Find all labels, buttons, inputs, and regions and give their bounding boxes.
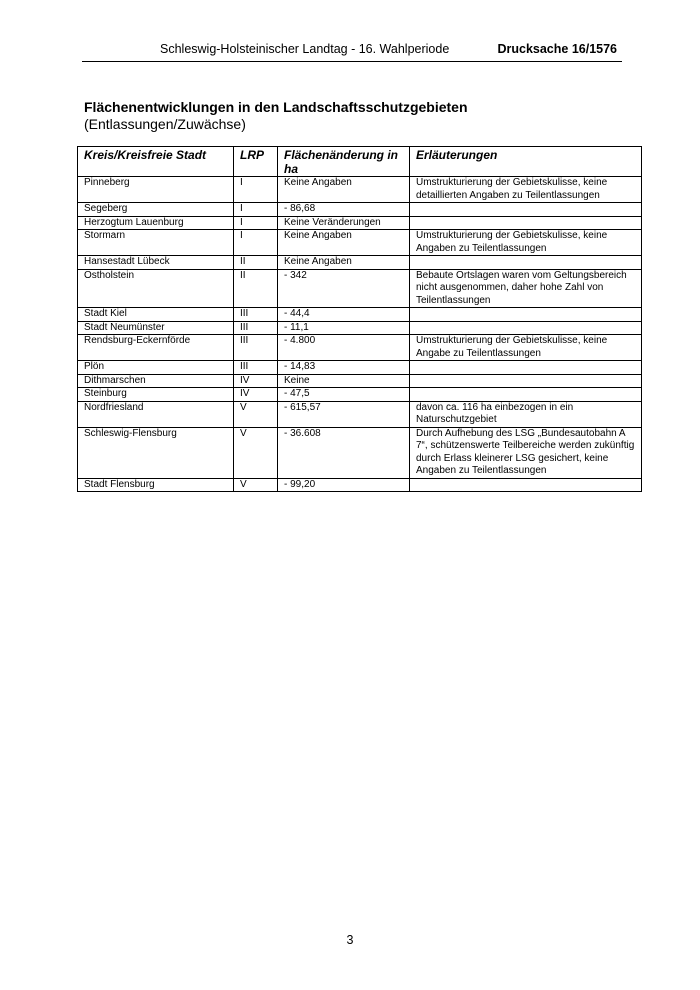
cell-kreis: Stadt Kiel (78, 308, 234, 322)
cell-lrp: IV (234, 388, 278, 402)
landscape-protection-table (77, 146, 642, 492)
cell-flaeche: - 11,1 (278, 321, 410, 335)
cell-flaeche: - 4.800 (278, 335, 410, 361)
cell-flaeche: Keine Veränderungen (278, 216, 410, 230)
table-row (78, 256, 642, 270)
cell-kreis: Nordfriesland (78, 401, 234, 427)
table-row (78, 321, 642, 335)
cell-erl: Bebaute Ortslagen waren vom Geltungsbereich nicht ausgenommen, daher hohe Zahl von Teilentlassungen (410, 269, 642, 308)
cell-erl: Umstrukturierung der Gebietskulisse, keine Angaben zu Teilentlassungen (410, 230, 642, 256)
table-row (78, 388, 642, 402)
cell-kreis: Rendsburg-Eckernförde (78, 335, 234, 361)
cell-kreis: Stadt Flensburg (78, 478, 234, 492)
cell-lrp: V (234, 427, 278, 478)
cell-kreis: Herzogtum Lauenburg (78, 216, 234, 230)
cell-kreis: Dithmarschen (78, 374, 234, 388)
cell-erl (410, 256, 642, 270)
table-row (78, 401, 642, 427)
cell-kreis: Pinneberg (78, 177, 234, 203)
page-number: 3 (346, 933, 354, 947)
column-header-lrp: LRP (234, 147, 278, 177)
cell-lrp: III (234, 361, 278, 375)
cell-erl (410, 478, 642, 492)
cell-lrp: IV (234, 374, 278, 388)
cell-lrp: III (234, 308, 278, 322)
cell-lrp: I (234, 216, 278, 230)
cell-lrp: I (234, 230, 278, 256)
cell-erl (410, 361, 642, 375)
cell-kreis: Stormarn (78, 230, 234, 256)
cell-kreis: Stadt Neumünster (78, 321, 234, 335)
cell-flaeche: Keine Angaben (278, 230, 410, 256)
cell-erl: davon ca. 116 ha einbezogen in ein Naturschutzgebiet (410, 401, 642, 427)
cell-erl: Umstrukturierung der Gebietskulisse, keine Angabe zu Teilentlassungen (410, 335, 642, 361)
page-header (82, 41, 622, 62)
cell-flaeche: Keine (278, 374, 410, 388)
cell-flaeche: - 615,57 (278, 401, 410, 427)
table-row (78, 230, 642, 256)
header-document-number: Drucksache 16/1576 (497, 42, 617, 56)
cell-flaeche: - 86,68 (278, 203, 410, 217)
cell-lrp: V (234, 401, 278, 427)
column-header-flaeche: Flächenänderung in ha (278, 147, 410, 177)
cell-flaeche: - 99,20 (278, 478, 410, 492)
cell-erl: Umstrukturierung der Gebietskulisse, keine detaillierten Angaben zu Teilentlassungen (410, 177, 642, 203)
cell-erl (410, 374, 642, 388)
cell-flaeche: - 342 (278, 269, 410, 308)
cell-flaeche: - 47,5 (278, 388, 410, 402)
cell-erl: Durch Aufhebung des LSG „Bundesautobahn A 7“, schützenswerte Teilbereiche werden zukünftig durch Erlass kleinerer LSG gesichert, keine Angaben zu Teilentlassungen (410, 427, 642, 478)
cell-erl (410, 216, 642, 230)
table-row (78, 361, 642, 375)
cell-lrp: I (234, 203, 278, 217)
column-header-kreis: Kreis/Kreisfreie Stadt (78, 147, 234, 177)
cell-lrp: III (234, 321, 278, 335)
cell-flaeche: Keine Angaben (278, 177, 410, 203)
table-row (78, 203, 642, 217)
cell-lrp: II (234, 256, 278, 270)
table-row (78, 216, 642, 230)
page-subtitle: (Entlassungen/Zuwächse) (84, 116, 246, 132)
cell-erl (410, 388, 642, 402)
cell-flaeche: - 36.608 (278, 427, 410, 478)
cell-flaeche: - 44,4 (278, 308, 410, 322)
column-header-erlaeuterungen: Erläuterungen (410, 147, 642, 177)
cell-erl (410, 308, 642, 322)
header-parliament-title: Schleswig-Holsteinischer Landtag - 16. Wahlperiode (160, 42, 450, 56)
table-row (78, 478, 642, 492)
cell-erl (410, 203, 642, 217)
cell-lrp: II (234, 269, 278, 308)
cell-lrp: I (234, 177, 278, 203)
cell-kreis: Ostholstein (78, 269, 234, 308)
table-row (78, 335, 642, 361)
cell-erl (410, 321, 642, 335)
table-row (78, 177, 642, 203)
cell-kreis: Hansestadt Lübeck (78, 256, 234, 270)
cell-kreis: Schleswig-Flensburg (78, 427, 234, 478)
cell-flaeche: Keine Angaben (278, 256, 410, 270)
cell-kreis: Plön (78, 361, 234, 375)
cell-kreis: Steinburg (78, 388, 234, 402)
table-row (78, 269, 642, 308)
cell-kreis: Segeberg (78, 203, 234, 217)
table-row (78, 308, 642, 322)
cell-flaeche: - 14,83 (278, 361, 410, 375)
table-body (78, 177, 642, 492)
table-row (78, 374, 642, 388)
table-header-row (78, 147, 642, 177)
cell-lrp: V (234, 478, 278, 492)
page-title: Flächenentwicklungen in den Landschaftsschutzgebieten (84, 99, 468, 115)
cell-lrp: III (234, 335, 278, 361)
table-row (78, 427, 642, 478)
